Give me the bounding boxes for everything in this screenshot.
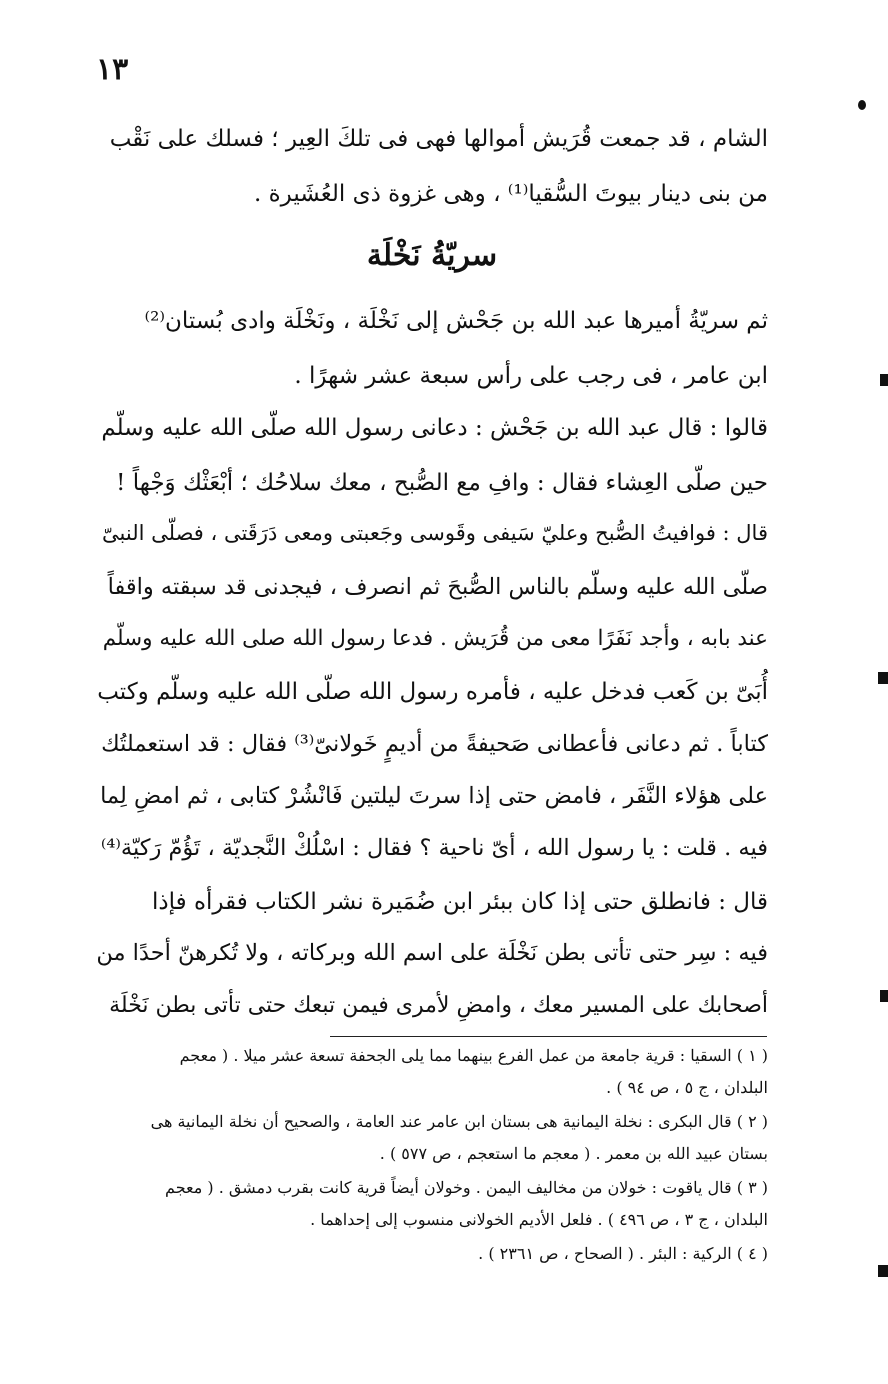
- text-line: عند بابه ، وأجد نَفَرًا معى من قُرَيش . فدعا رسول الله صلى الله عليه وسلّم: [102, 626, 768, 651]
- text-line: كتاباً . ثم دعانى فأعطانى صَحيفةً من أديمٍ خَولانىّ⁽³⁾ فقال : قد استعملتُك: [101, 731, 768, 757]
- scan-edge-mark: [880, 374, 888, 386]
- text-line: الشام ، قد جمعت قُرَيش أموالها فهى فى تلكَ العِير ؛ فسلك على نَقْب: [109, 126, 768, 152]
- text-line: على هؤلاء النَّفَر ، فامض حتى إذا سرتَ ليلتين فَانْشُرْ كتابى ، ثم امضِ لِما: [100, 783, 768, 809]
- footnote-line: ( ٢ ) قال البكرى : نخلة اليمانية هى بستان ابن عامر عند العامة ، والصحيح أن نخلة اليمانية هى: [150, 1112, 768, 1131]
- text-line: فيه . قلت : يا رسول الله ، أىّ ناحية ؟ فقال : اسْلُكْ النَّجديّة ، تَؤُمّ رَكيّة⁽⁴⁾: [100, 835, 768, 861]
- footnote-line: بستان عبيد الله بن معمر . ( معجم ما استعجم ، ص ٥٧٧ ) .: [379, 1144, 768, 1163]
- text-line: أُبَىّ بن كَعب فدخل عليه ، فأمره رسول الله صلّى الله عليه وسلّم وكتب: [97, 679, 768, 705]
- scan-edge-mark: [880, 990, 888, 1002]
- text-line: من بنى دينار بيوتَ السُّقيا⁽¹⁾ ، وهى غزوة ذى العُشَيرة .: [253, 181, 768, 207]
- scan-edge-mark: [878, 1265, 888, 1277]
- text-line: حين صلّى العِشاء فقال : وافِ مع الصُّبح ، معك سلاحُك ؛ أبْعَثْك وَجْهاً !: [116, 470, 768, 496]
- footnote-line: ( ٣ ) قال ياقوت : خولان من مخاليف اليمن . وخولان أيضاً قرية كانت بقرب دمشق . ( معجم: [165, 1178, 768, 1197]
- text-line: ثم سريّةُ أميرها عبد الله بن جَحْش إلى نَخْلَة ، ونَخْلَة وادى بُستان⁽²⁾: [144, 308, 768, 334]
- footnote-line: البلدان ، ج ٣ ، ص ٤٩٦ ) . فلعل الأديم الخولانى منسوب إلى إحداهما .: [310, 1210, 768, 1229]
- footnote-line: ( ١ ) السقيا : قرية جامعة من عمل الفرع بينهما مما يلى الجحفة تسعة عشر ميلا . ( معجم: [179, 1046, 768, 1065]
- scan-margin-mark: [858, 100, 866, 110]
- text-line: أصحابك على المسير معك ، وامضِ لأمرى فيمن تبعك حتى تأتى بطن نَخْلَة: [109, 993, 768, 1018]
- footnote-line: ( ٤ ) الركية : البئر . ( الصحاح ، ص ٢٣٦١ ) .: [478, 1244, 768, 1263]
- text-line: فيه : سِر حتى تأتى بطن نَخْلَة على اسم الله وبركاته ، ولا تُكرهنّ أحدًا من: [96, 940, 768, 966]
- page-number: ١٣: [96, 52, 129, 87]
- text-line: ابن عامر ، فى رجب على رأس سبعة عشر شهرًا .: [294, 363, 768, 389]
- scan-edge-mark: [878, 672, 888, 684]
- text-line: قال : فوافيتُ الصُّبح وعليّ سَيفى وقَوسى وجَعبتى ومعى دَرَقَتى ، فصلّى النبىّ: [102, 521, 768, 545]
- text-line: قالوا : قال عبد الله بن جَحْش : دعانى رسول الله صلّى الله عليه وسلّم: [101, 415, 768, 441]
- text-line: صلّى الله عليه وسلّم بالناس الصُّبحَ ثم انصرف ، فيجدنى قد سبقته واقفاً: [107, 574, 768, 600]
- footnote-divider: [330, 1036, 767, 1037]
- text-line: قال : فانطلق حتى إذا كان ببئر ابن ضُمَيرة نشر الكتاب فقرأه فإذا: [152, 889, 768, 915]
- footnote-line: البلدان ، ج ٥ ، ص ٩٤ ) .: [606, 1078, 768, 1097]
- section-heading: سريّةُ نَخْلَة: [366, 238, 498, 273]
